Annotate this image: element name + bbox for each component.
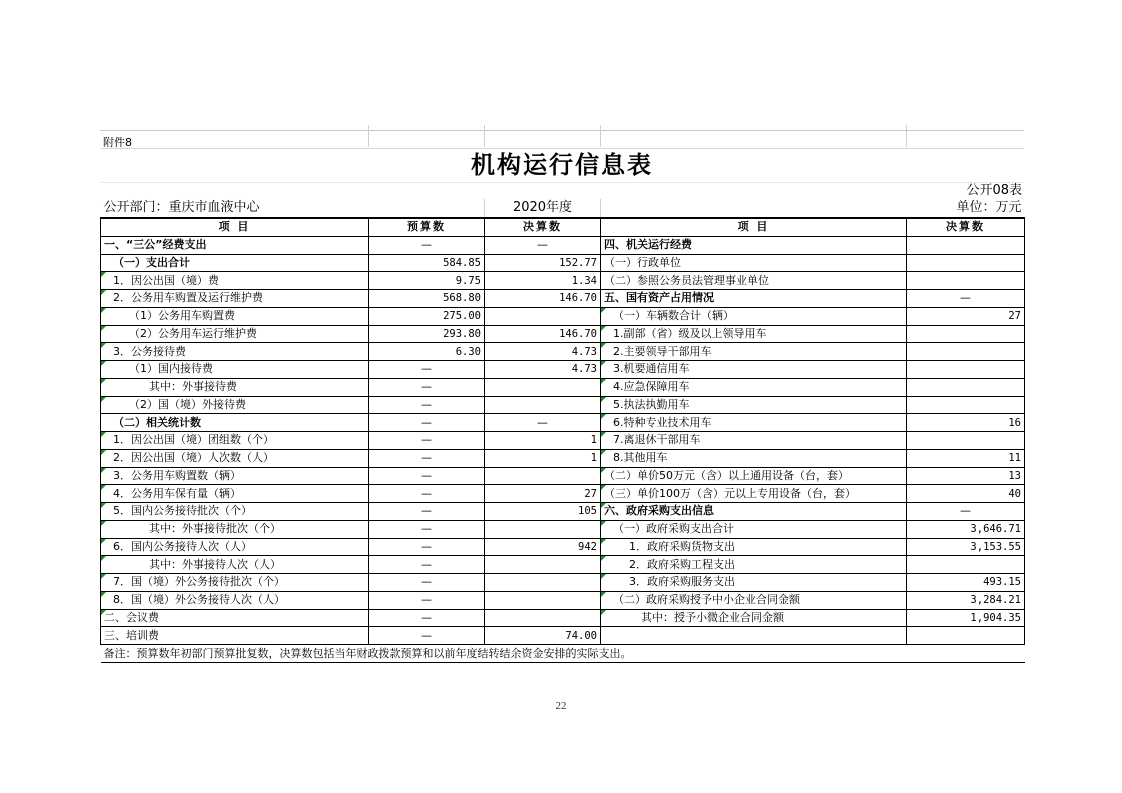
cell-final: 152.77 [485,254,601,272]
cell-value-right [907,627,1025,645]
cell-final: 146.70 [485,290,601,308]
table-row [101,325,1025,343]
cell-item-left: （一）支出合计 [101,254,369,272]
cell-value-right: 13 [907,467,1025,485]
cell-value-right: 16 [907,414,1025,432]
unit-label: 单位：万元 [907,199,1025,218]
cell-item-left: （2）国（境）外接待费 [101,396,369,414]
cell-item-left: 3．公务接待费 [101,343,369,361]
footnote: 备注：预算数年初部门预算批复数，决算数包括当年财政拨款预算和以前年度结转结余资金安排的实际支出。 [101,645,1025,663]
cell-item-right: 五、国有资产占用情况 [601,290,907,308]
cell-budget: — [369,520,485,538]
cell-item-left: 一、“三公”经费支出 [101,236,369,254]
cell-budget: — [369,432,485,450]
cell-value-right [907,396,1025,414]
cell-budget: — [369,574,485,592]
cell-final: 4.73 [485,361,601,379]
cell-budget: — [369,236,485,254]
cell-value-right [907,378,1025,396]
table-row [101,378,1025,396]
cell-final [485,574,601,592]
cell-final [485,378,601,396]
meta-row [101,199,1025,218]
cell-item-right: 3．政府采购服务支出 [601,574,907,592]
cell-value-right [907,325,1025,343]
cell-value-right: 40 [907,485,1025,503]
cell-item-right: 1.副部（省）级及以上领导用车 [601,325,907,343]
table-row [101,503,1025,521]
cell-value-right: 493.15 [907,574,1025,592]
cell-final [485,591,601,609]
cell-budget: — [369,627,485,645]
cell-item-left: 6．国内公务接待人次（人） [101,538,369,556]
cell-value-right [907,236,1025,254]
cell-item-right: 6.特种专业技术用车 [601,414,907,432]
cell-budget: 293.80 [369,325,485,343]
page-title: 机构运行信息表 [100,149,1024,183]
cell-value-right: 3,646.71 [907,520,1025,538]
cell-final [485,520,601,538]
cell-value-right [907,272,1025,290]
table-row [101,591,1025,609]
table-row [101,290,1025,308]
header-budget: 预算数 [369,218,485,236]
cell-item-left: 其中：外事接待批次（个） [101,520,369,538]
table-row [101,272,1025,290]
cell-budget: — [369,467,485,485]
attachment-row [100,130,1024,149]
cell-item-right: （二）政府采购授予中小企业合同金额 [601,591,907,609]
cell-budget: 584.85 [369,254,485,272]
cell-item-right: （一）政府采购支出合计 [601,520,907,538]
cell-item-right: 四、机关运行经费 [601,236,907,254]
table-row [101,609,1025,627]
cell-budget: — [369,591,485,609]
header-final: 决算数 [485,218,601,236]
cell-item-right: 六、政府采购支出信息 [601,503,907,521]
cell-item-right: （一）车辆数合计（辆） [601,307,907,325]
table-row [101,343,1025,361]
cell-item-left: 二、会议费 [101,609,369,627]
table-row [101,574,1025,592]
cell-value-right: 11 [907,449,1025,467]
table-row [101,254,1025,272]
cell-final: 74.00 [485,627,601,645]
cell-item-left: 2．公务用车购置及运行维护费 [101,290,369,308]
table-row [101,485,1025,503]
cell-budget: 568.80 [369,290,485,308]
table-row [101,361,1025,379]
cell-item-right: 其中：授予小微企业合同金额 [601,609,907,627]
cell-item-right: 7.离退休干部用车 [601,432,907,450]
cell-value-right [907,343,1025,361]
department-label: 公开部门：重庆市血液中心 [101,199,369,218]
cell-item-right: （二）参照公务员法管理事业单位 [601,272,907,290]
table-row [101,627,1025,645]
table-row [101,556,1025,574]
cell-item-left: 其中：外事接待费 [101,378,369,396]
cell-item-right: （三）单价100万（含）元以上专用设备（台，套） [601,485,907,503]
table-row [101,414,1025,432]
year-label: 2020年度 [485,199,601,218]
cell-final [485,396,601,414]
cell-final: 1 [485,449,601,467]
cell-item-right [601,627,907,645]
cell-final: 4.73 [485,343,601,361]
cell-item-right: 4.应急保障用车 [601,378,907,396]
cell-value-right: 3,153.55 [907,538,1025,556]
page-number: 22 [555,700,567,712]
document-sheet [100,130,1024,663]
cell-item-left: 4．公务用车保有量（辆） [101,485,369,503]
table-row [101,432,1025,450]
cell-budget: 275.00 [369,307,485,325]
cell-budget: — [369,485,485,503]
header-item-left: 项 目 [101,218,369,236]
cell-item-right: 8.其他用车 [601,449,907,467]
cell-item-left: （二）相关统计数 [101,414,369,432]
header-final-right: 决算数 [907,218,1025,236]
cell-item-right: （二）单价50万元（含）以上通用设备（台，套） [601,467,907,485]
table-row [101,449,1025,467]
cell-item-left: 三、培训费 [101,627,369,645]
attachment-label: 附件8 [103,136,132,149]
cell-value-right: — [907,503,1025,521]
table-row [101,538,1025,556]
cell-final: — [485,414,601,432]
cell-value-right [907,254,1025,272]
cell-item-left: 8．国（境）外公务接待人次（人） [101,591,369,609]
cell-final: — [485,236,601,254]
cell-value-right: 27 [907,307,1025,325]
cell-item-left: 7．国（境）外公务接待批次（个） [101,574,369,592]
cell-final: 105 [485,503,601,521]
cell-value-right: 3,284.21 [907,591,1025,609]
cell-budget: 6.30 [369,343,485,361]
cell-item-left: 其中：外事接待人次（人） [101,556,369,574]
cell-budget: — [369,396,485,414]
cell-final: 1 [485,432,601,450]
info-table [100,199,1025,663]
cell-item-left: 2．因公出国（境）人次数（人） [101,449,369,467]
cell-item-left: （2）公务用车运行维护费 [101,325,369,343]
cell-item-right: （一）行政单位 [601,254,907,272]
cell-item-right: 2．政府采购工程支出 [601,556,907,574]
table-row [101,236,1025,254]
cell-budget: — [369,609,485,627]
cell-item-right: 3.机要通信用车 [601,361,907,379]
header-item-right: 项 目 [601,218,907,236]
cell-budget: 9.75 [369,272,485,290]
cell-final [485,307,601,325]
cell-budget: — [369,361,485,379]
table-code: 公开08表 [966,183,1022,198]
cell-value-right: — [907,290,1025,308]
cell-budget: — [369,449,485,467]
cell-item-left: 3．公务用车购置数（辆） [101,467,369,485]
cell-item-left: 5．国内公务接待批次（个） [101,503,369,521]
cell-value-right: 1,904.35 [907,609,1025,627]
cell-final: 1.34 [485,272,601,290]
cell-final [485,609,601,627]
cell-budget: — [369,538,485,556]
cell-budget: — [369,378,485,396]
cell-value-right [907,556,1025,574]
cell-final: 942 [485,538,601,556]
cell-item-left: 1．因公出国（境）团组数（个） [101,432,369,450]
cell-item-right: 2.主要领导干部用车 [601,343,907,361]
cell-budget: — [369,414,485,432]
table-row [101,467,1025,485]
cell-budget: — [369,503,485,521]
table-row [101,307,1025,325]
cell-budget: — [369,556,485,574]
cell-value-right [907,432,1025,450]
table-header [101,218,1025,236]
cell-final [485,467,601,485]
table-row [101,396,1025,414]
cell-item-left: （1）国内接待费 [101,361,369,379]
cell-value-right [907,361,1025,379]
table-row [101,520,1025,538]
cell-item-right: 5.执法执勤用车 [601,396,907,414]
cell-item-left: （1）公务用车购置费 [101,307,369,325]
cell-item-right: 1．政府采购货物支出 [601,538,907,556]
cell-final: 146.70 [485,325,601,343]
cell-final: 27 [485,485,601,503]
cell-item-left: 1．因公出国（境）费 [101,272,369,290]
cell-final [485,556,601,574]
